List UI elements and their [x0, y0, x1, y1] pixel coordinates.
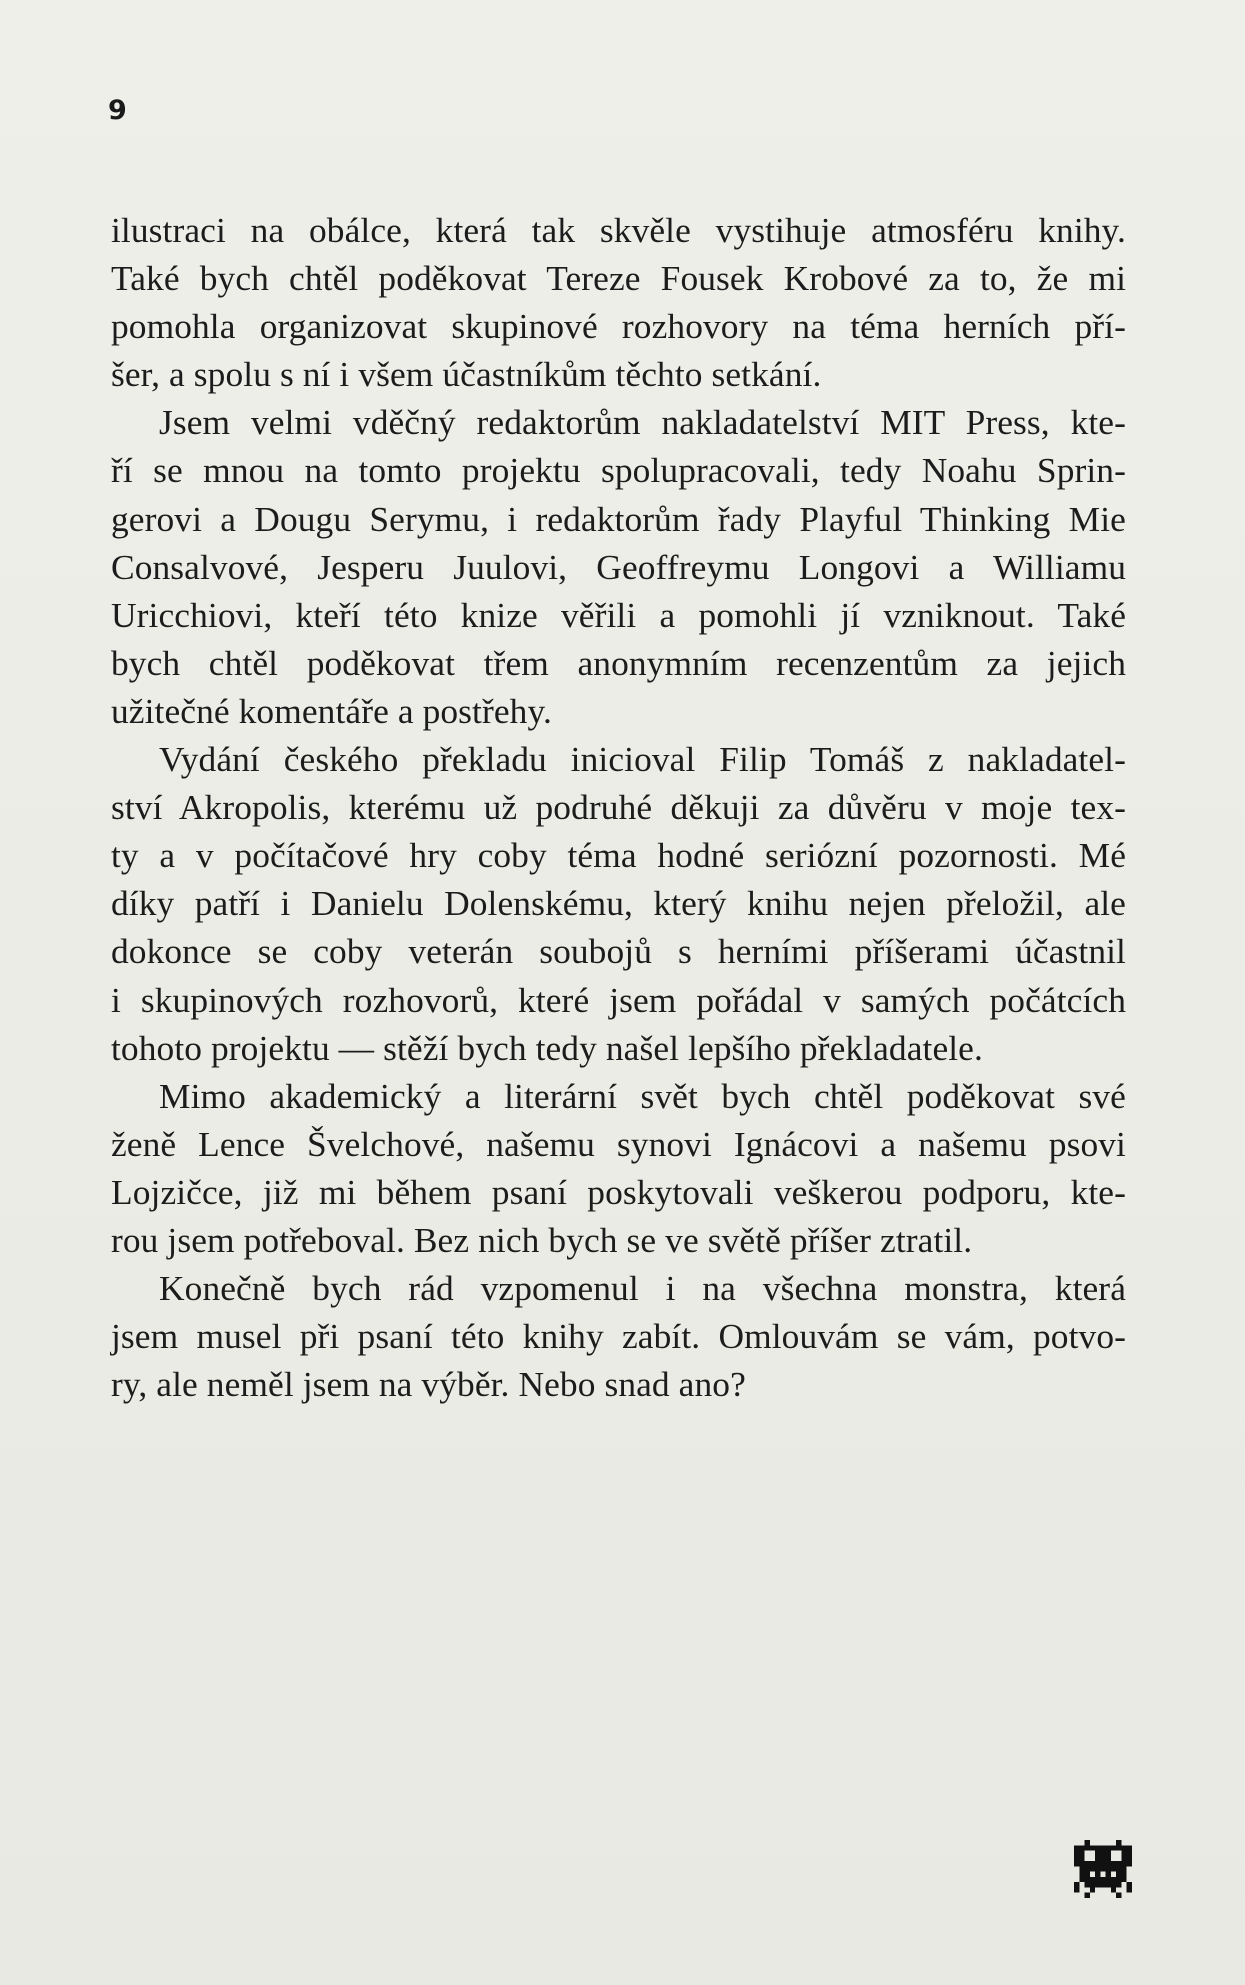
page-number: 9 — [108, 95, 127, 126]
text-line: ilustraci na obálce, která tak skvěle vystihuje atmosféru knihy. — [111, 210, 1126, 250]
text-line: Mimo akademický a literární svět bych chtěl poděkovat své — [159, 1075, 1126, 1116]
text-line: Jsem velmi vděčný redaktorům nakladatelství MIT Press, kte- — [159, 402, 1126, 443]
text-line: Také bych chtěl poděkovat Tereze Fousek Krobové za to, že mi — [111, 258, 1126, 299]
paragraph-5 — [111, 1264, 1126, 1408]
text-line: tohoto projektu — stěží bych tedy našel lepšího překladatele. — [111, 1027, 983, 1068]
text-line: Consalvové, Jesperu Juulovi, Geoffreymu Longovi a Williamu — [111, 546, 1126, 587]
text-line: šer, a spolu s ní i všem účastníkům těchto setkání. — [111, 354, 822, 395]
pixel-monster-icon — [1074, 1840, 1132, 1898]
text-line: ženě Lence Švelchové, našemu synovi Ignácovi a našemu psovi — [111, 1123, 1126, 1164]
text-line: bych chtěl poděkovat třem anonymním recenzentům za jejich — [111, 642, 1126, 683]
text-line: Vydání českého překladu inicioval Filip Tomáš z nakladatel- — [159, 739, 1126, 780]
text-line: Lojzičce, již mi během psaní poskytovali veškerou podporu, kte- — [111, 1171, 1126, 1212]
text-line: pomohla organizovat skupinové rozhovory na téma herních pří- — [111, 306, 1126, 347]
text-line: rou jsem potřeboval. Bez nich bych se ve světě příšer ztratil. — [111, 1219, 973, 1260]
text-line: ty a v počítačové hry coby téma hodné seriózní pozornosti. Mé — [111, 835, 1126, 876]
text-line: užitečné komentáře a postřehy. — [111, 690, 552, 731]
text-line: Konečně bych rád vzpomenul i na všechna monstra, která — [159, 1268, 1126, 1309]
text-line: ří se mnou na tomto projektu spolupracovali, tedy Noahu Sprin- — [111, 450, 1126, 491]
text-line: jsem musel při psaní této knihy zabít. Omlouvám se vám, potvo- — [111, 1316, 1126, 1357]
text-line: ství Akropolis, kterému už podruhé děkuji za důvěru v moje tex- — [111, 787, 1126, 828]
paragraph-1 — [111, 206, 1126, 398]
text-line: Uricchiovi, kteří této knize věřili a pomohli jí vzniknout. Také — [111, 594, 1126, 635]
text-line: ry, ale neměl jsem na výběr. Nebo snad ano? — [111, 1364, 746, 1405]
body-text — [111, 206, 1126, 1408]
text-line: díky patří i Danielu Dolenskému, který knihu nejen přeložil, ale — [111, 883, 1126, 924]
paragraph-3 — [111, 735, 1126, 1072]
text-line: dokonce se coby veterán soubojů s herními příšerami účastnil — [111, 931, 1126, 972]
text-line: gerovi a Dougu Serymu, i redaktorům řady Playful Thinking Mie — [111, 498, 1126, 539]
paragraph-4 — [111, 1072, 1126, 1264]
paragraph-2 — [111, 398, 1126, 735]
text-line: i skupinových rozhovorů, které jsem pořádal v samých počátcích — [111, 979, 1126, 1020]
